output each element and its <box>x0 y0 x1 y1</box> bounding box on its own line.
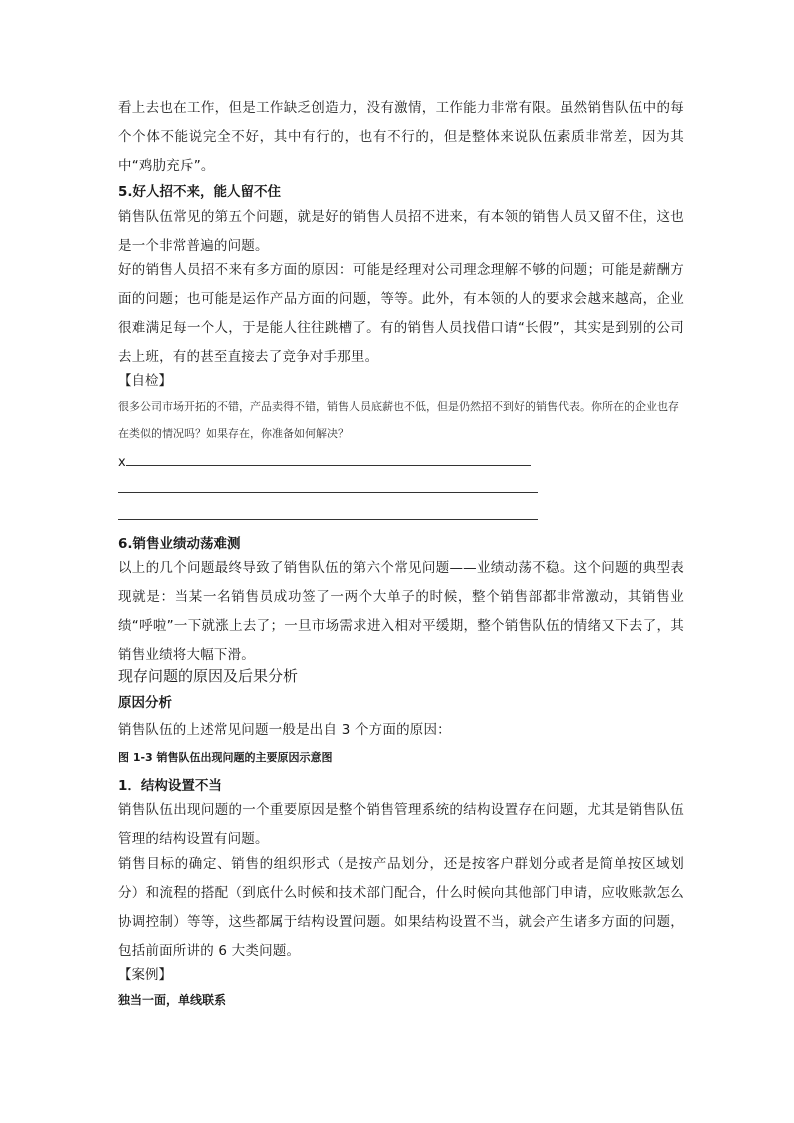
selfcheck-question: 很多公司市场开拓的不错，产品卖得不错，销售人员底薪也不低，但是仍然招不到好的销售代表。你所在的企业也存在类似的情况吗？如果存在，你准备如何解决？ <box>118 400 679 440</box>
heading-problem-5: 5.好人招不来，能人留不住 <box>118 184 282 200</box>
paragraph-problem-6: 以上的几个问题最终导致了销售队伍的第六个常见问题——业绩动荡不稳。这个问题的典型表现就是：当某一名销售员成功签了一两个大单子的时候，整个销售部都非常激动，其销售业绩“呼啦”一下就涨上去了；一旦市场需求进入相对平缓期，整个销售队伍的情绪又下去了，其销售业绩将大幅下滑。 <box>118 560 684 663</box>
paragraph-three-causes: 销售队伍的上述常见问题一般是出自 3 个方面的原因： <box>118 722 451 738</box>
section-title: 现存问题的原因及后果分析 <box>118 667 299 685</box>
paragraph-structure-detail: 销售目标的确定、销售的组织形式（是按产品划分，还是按客户群划分或者是简单按区域划分）和流程的搭配（到底什么时候和技术部门配合，什么时候向其他部门申请，应收账款怎么协调控制）等等，这些都属于结构设置问题。如果结构设置不当，就会产生诸多方面的问题，包括前面所讲的 6 大类问题。 <box>118 856 684 959</box>
answer-line-3 <box>118 519 538 520</box>
paragraph-structure-intro: 销售队伍出现问题的一个重要原因是整个销售管理系统的结构设置存在问题，尤其是销售队伍管理的结构设置有问题。 <box>118 802 684 847</box>
heading-cause-analysis: 原因分析 <box>118 695 172 711</box>
case-label: 【案例】 <box>118 967 172 983</box>
paragraph-problem-5-causes: 好的销售人员招不来有多方面的原因：可能是经理对公司理念理解不够的问题；可能是薪酬方面的问题；也可能是运作产品方面的问题，等等。此外，有本领的人的要求会越来越高，企业很难满足每一个人，于是能人往往跳槽了。有的销售人员找借口请“长假”，其实是到别的公司去上班，有的甚至直接去了竞争对手那里。 <box>118 262 684 365</box>
answer-line-2 <box>118 492 538 493</box>
selfcheck-label: 【自检】 <box>118 373 172 389</box>
heading-problem-6: 6.销售业绩动荡难测 <box>118 536 241 552</box>
case-title: 独当一面，单线联系 <box>118 993 227 1007</box>
figure-caption: 图 1-3 销售队伍出现问题的主要原因示意图 <box>118 751 333 764</box>
heading-structure: 1．结构设置不当 <box>118 778 222 794</box>
answer-line-1 <box>126 465 531 466</box>
paragraph-intro: 看上去也在工作，但是工作缺乏创造力，没有激情，工作能力非常有限。虽然销售队伍中的每个个体不能说完全不好，其中有行的，也有不行的，但是整体来说队伍素质非常差，因为其中“鸡肋充斥”。 <box>118 100 684 174</box>
paragraph-problem-5-summary: 销售队伍常见的第五个问题，就是好的销售人员招不进来，有本领的销售人员又留不住，这也是一个非常普遍的问题。 <box>118 209 684 254</box>
answer-line-marker: x <box>118 455 126 470</box>
